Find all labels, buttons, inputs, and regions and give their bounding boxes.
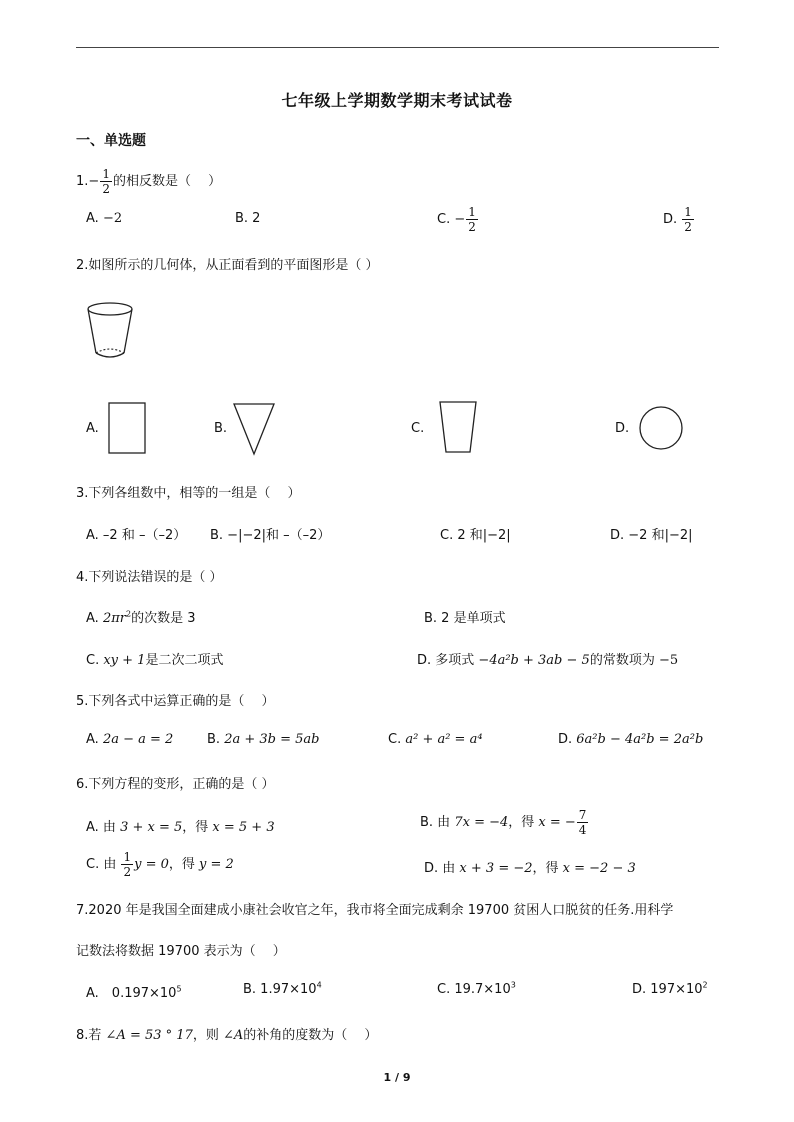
question-3-option-a[interactable]: A. –2 和 –（–2） [86, 528, 187, 543]
question-1-option-d[interactable]: D. $\frac{1}{2}$ [663, 205, 692, 234]
question-5-option-b[interactable]: B. 2a + 3b = 5ab [207, 732, 320, 747]
question-2-option-d[interactable]: D. [615, 421, 630, 436]
question-6-option-c[interactable]: C. 由 $\frac{1}{2}$ y = 0，得 y = 2 [86, 850, 234, 879]
question-4-option-b[interactable]: B. 2 是单项式 [424, 611, 506, 626]
question-6-stem: 6.下列方程的变形，正确的是（ ） [76, 777, 275, 792]
question-6-option-b[interactable]: B. 由 7x = −4，得 x = − $\frac{7}{4}$ [420, 808, 587, 837]
rectangle-shape[interactable] [108, 402, 148, 454]
question-5-stem: 5.下列各式中运算正确的是（ ） [76, 694, 275, 709]
question-7-option-c[interactable]: C. $19.7\times 10^3$ [437, 980, 516, 997]
section-heading: 一、单选题 [76, 133, 146, 149]
question-2-option-c[interactable]: C. [411, 421, 425, 436]
question-3-option-b[interactable]: B. −|−2|和 –（–2） [210, 528, 331, 543]
question-2-stem: 2.如图所示的几何体，从正面看到的平面图形是（ ） [76, 258, 379, 273]
cup-solid-figure [84, 300, 136, 362]
question-1-option-a[interactable]: A. −2 [86, 211, 123, 226]
question-3-stem: 3.下列各组数中，相等的一组是（ ） [76, 486, 301, 501]
question-4-stem: 4.下列说法错误的是（ ） [76, 570, 223, 585]
page-title: 七年级上学期数学期末考试试卷 [281, 91, 513, 110]
question-3-option-c[interactable]: C. 2 和|−2| [440, 528, 511, 543]
question-7-stem-line2: 记数法将数据 19700 表示为（ ） [76, 944, 286, 959]
question-4-option-d[interactable]: D. 多项式 −4a²b + 3ab − 5的常数项为 −5 [417, 653, 679, 668]
question-7-option-b[interactable]: B. $1.97\times 10^4$ [243, 980, 322, 997]
question-7-option-a[interactable]: A. $0.197\times 10^5$ [86, 984, 182, 1001]
question-4-option-a[interactable]: A. $2\pi r^2$的次数是 3 [86, 609, 196, 626]
question-5-option-d[interactable]: D. 6a²b − 4a²b = 2a²b [558, 732, 704, 747]
question-6-option-a[interactable]: A. 由 3 + x = 5，得 x = 5 + 3 [86, 820, 275, 835]
question-7-option-d[interactable]: D. $197\times 10^2$ [632, 980, 708, 997]
question-2-option-a[interactable]: A. [86, 421, 99, 436]
question-8-stem: 8.若 ∠A = 53 ° 17，则 ∠A的补角的度数为（ ） [76, 1028, 378, 1043]
trapezoid-shape[interactable] [438, 400, 478, 454]
question-1-stem: 1.− $\frac{1}{2}$ 的相反数是（ ） [76, 167, 222, 196]
question-4-option-c[interactable]: C. xy + 1是二次二项式 [86, 653, 224, 668]
page-number: 1 / 9 [383, 1071, 411, 1084]
question-3-option-d[interactable]: D. −2 和|−2| [610, 528, 693, 543]
question-1-option-b[interactable]: B. 2 [235, 211, 261, 226]
question-1-option-c[interactable]: C. − $\frac{1}{2}$ [437, 205, 476, 234]
question-5-option-a[interactable]: A. 2a − a = 2 [86, 732, 174, 747]
question-2-option-b[interactable]: B. [214, 421, 228, 436]
fraction: $\frac{1}{2}$ [102, 167, 110, 196]
triangle-shape[interactable] [232, 402, 276, 456]
circle-shape[interactable] [638, 405, 684, 451]
header-rule [76, 47, 719, 48]
question-6-option-d[interactable]: D. 由 x + 3 = −2，得 x = −2 − 3 [424, 861, 636, 876]
question-5-option-c[interactable]: C. a² + a² = a⁴ [388, 732, 483, 747]
question-7-stem-line1: 7.2020 年是我国全面建成小康社会收官之年，我市将全面完成剩余 19700 贫困人口脱贫的任务.用科学 [76, 903, 674, 918]
